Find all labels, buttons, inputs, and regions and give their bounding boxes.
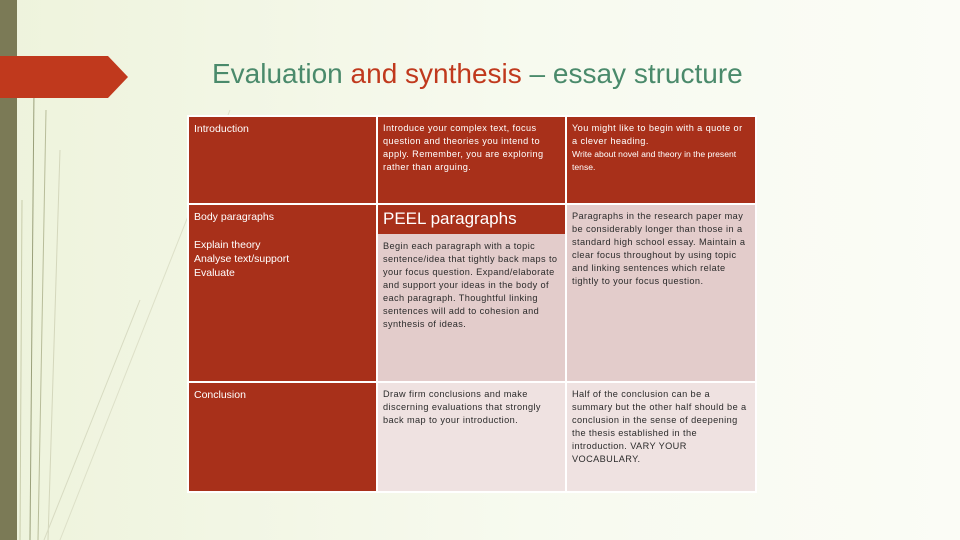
row-label-cell <box>188 204 377 382</box>
table-cell <box>566 204 756 382</box>
table-row-introduction <box>188 116 756 204</box>
essay-structure-table <box>187 115 757 493</box>
table-cell <box>377 116 566 204</box>
cell-text: Half of the conclusion can be a summary but the other half should be a conclusion in the sense of deepening the thesis established in the introduction. VARY YOUR VOCABULARY. <box>572 389 747 464</box>
table-cell <box>566 382 756 492</box>
peel-heading-band <box>378 205 565 234</box>
title-accent-arrow <box>0 56 128 98</box>
table-row-conclusion <box>188 382 756 492</box>
cell-text: Paragraphs in the research paper may be considerably longer than those in a standard high school essay. Maintain a clear focus throughout by using topic and linking sentences which relate tightly to your focus question. <box>572 211 746 286</box>
peel-heading: PEEL paragraphs <box>383 209 517 228</box>
row-label-cell <box>188 382 377 492</box>
cell-text: Introduce your complex text, focus question and theories you intend to apply. Remember, you are exploring rather than arguing. <box>383 123 544 172</box>
title-part-2: and synthesis <box>350 58 522 89</box>
cell-text: You might like to begin with a quote or a clever heading. <box>572 123 743 146</box>
title-part-1: Evaluation <box>212 58 351 89</box>
row-label-cell <box>188 116 377 204</box>
cell-text: Write about novel and theory in the present tense. <box>572 149 737 172</box>
cell-text: Begin each paragraph with a topic sentence/idea that tightly back maps to your focus question. Expand/elaborate and support your ideas in the body of each paragraph. Thoughtful linking sentences will add to cohesion and synthesis of ideas. <box>383 241 558 329</box>
row-label-sub: Explain theory Analyse text/support Evaluate <box>194 239 290 279</box>
table-cell <box>377 382 566 492</box>
row-label: Body paragraphs <box>194 211 274 223</box>
row-label: Conclusion <box>194 389 246 401</box>
table-row-body-paragraphs <box>188 204 756 382</box>
row-label: Introduction <box>194 123 249 135</box>
table-cell <box>566 116 756 204</box>
table-cell <box>377 204 566 382</box>
title-part-3: – essay structure <box>521 58 743 89</box>
cell-text: Draw firm conclusions and make discerning evaluations that strongly back map to your introduction. <box>383 389 541 425</box>
slide-title <box>212 56 912 92</box>
